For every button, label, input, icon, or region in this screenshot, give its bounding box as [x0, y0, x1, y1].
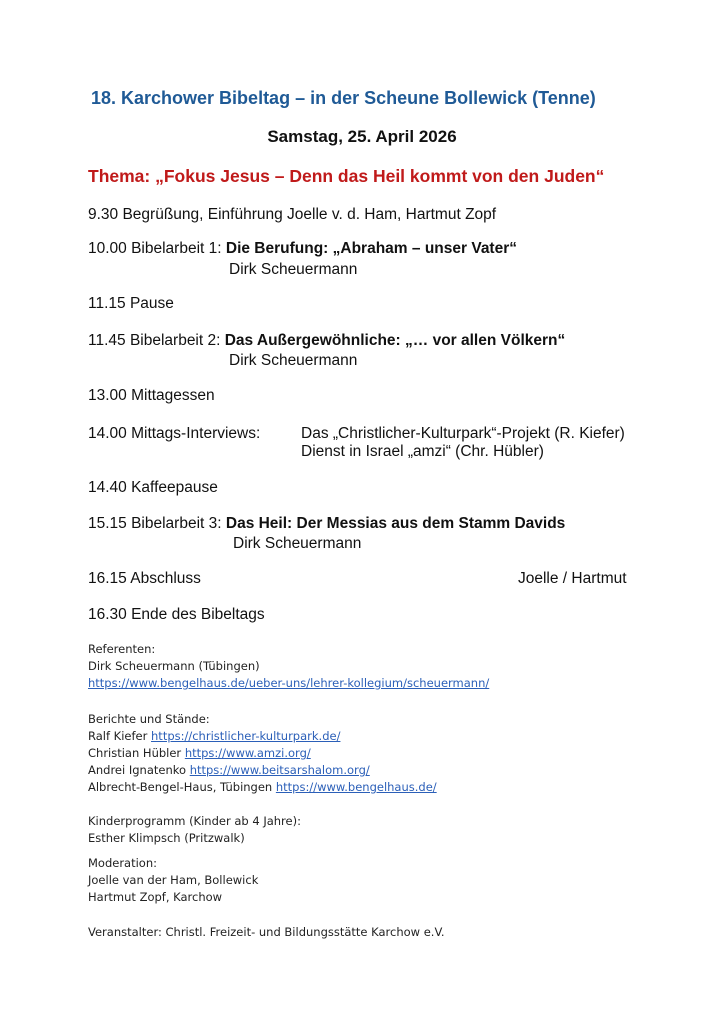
bibelarbeit-3-topic: Das Heil: Der Messias aus dem Stamm Davids [225, 515, 566, 532]
referenten-section [88, 641, 489, 692]
interview-item-kulturpark: Das „Christlicher-Kulturpark“-Projekt (R. Kiefer) [301, 425, 625, 442]
kinder-heading: Kinderprogramm (Kinder ab 4 Jahre): [88, 814, 301, 828]
moderation-section [88, 855, 258, 906]
bibelarbeit-1-topic: Die Berufung: „Abraham – unser Vater“ [225, 240, 517, 257]
kinder-leader: Esther Klimpsch (Pritzwalk) [88, 831, 245, 845]
event-date: Samstag, 25. April 2026 [267, 127, 457, 146]
program-item-pause: 11.15 Pause [88, 295, 174, 312]
moderation-heading: Moderation: [88, 856, 158, 870]
beitsarshalom-link[interactable]: https://www.beitsarshalom.org/ [189, 763, 370, 777]
moderator-1: Joelle van der Ham, Bollewick [88, 873, 259, 887]
program-item-interviews: 14.00 Mittags-Interviews: [88, 425, 261, 442]
bengelhaus-link[interactable]: https://www.bengelhaus.de/ [275, 780, 437, 794]
program-time-label: 11.45 Bibelarbeit 2: [88, 332, 225, 349]
program-item-lunch: 13.00 Mittagessen [88, 387, 215, 404]
referent-link[interactable]: https://www.bengelhaus.de/ueber-uns/lehrer-kollegium/scheuermann/ [88, 676, 490, 690]
program-time-label: 10.00 Bibelarbeit 1: [88, 240, 226, 257]
bibelarbeit-2-speaker: Dirk Scheuermann [229, 352, 358, 369]
kinder-section [88, 813, 301, 847]
program-item-welcome: 9.30 Begrüßung, Einführung Joelle v. d. Ham, Hartmut Zopf [88, 206, 497, 223]
program-item-bibelarbeit-2 [88, 332, 565, 350]
moderator-2: Hartmut Zopf, Karchow [88, 890, 223, 904]
berichte-section [88, 711, 437, 796]
referenten-heading: Referenten: [88, 642, 156, 656]
program-item-end: 16.30 Ende des Bibeltags [88, 606, 265, 623]
bibelarbeit-3-speaker: Dirk Scheuermann [233, 535, 362, 552]
program-item-coffee: 14.40 Kaffeepause [88, 479, 218, 496]
event-theme: Thema: „Fokus Jesus – Denn das Heil kommt von den Juden“ [88, 166, 605, 186]
kulturpark-link[interactable]: https://christlicher-kulturpark.de/ [151, 729, 341, 743]
list-item: Albrecht-Bengel-Haus, Tübingen https://www.bengelhaus.de/ [88, 780, 437, 794]
list-item: Andrei Ignatenko https://www.beitsarshalom.org/ [88, 763, 370, 777]
amzi-link[interactable]: https://www.amzi.org/ [184, 746, 311, 760]
list-item: Christian Hübler https://www.amzi.org/ [88, 746, 311, 760]
bibelarbeit-1-speaker: Dirk Scheuermann [229, 261, 358, 278]
closing-hosts: Joelle / Hartmut [518, 570, 627, 587]
berichte-heading: Berichte und Stände: [88, 712, 210, 726]
program-item-bibelarbeit-1 [88, 240, 517, 258]
bibelarbeit-2-topic: Das Außergewöhnliche: „… vor allen Völkern“ [224, 332, 566, 349]
event-title: 18. Karchower Bibeltag – in der Scheune Bollewick (Tenne) [91, 88, 596, 108]
program-item-bibelarbeit-3 [88, 515, 565, 533]
referent-name: Dirk Scheuermann (Tübingen) [88, 659, 260, 673]
program-item-closing: 16.15 Abschluss [88, 570, 201, 587]
program-time-label: 15.15 Bibelarbeit 3: [88, 515, 226, 532]
veranstalter-line: Veranstalter: Christl. Freizeit- und Bildungsstätte Karchow e.V. [88, 925, 445, 939]
list-item: Ralf Kiefer https://christlicher-kulturpark.de/ [88, 729, 341, 743]
interview-item-amzi: Dienst in Israel „amzi“ (Chr. Hübler) [301, 443, 544, 460]
